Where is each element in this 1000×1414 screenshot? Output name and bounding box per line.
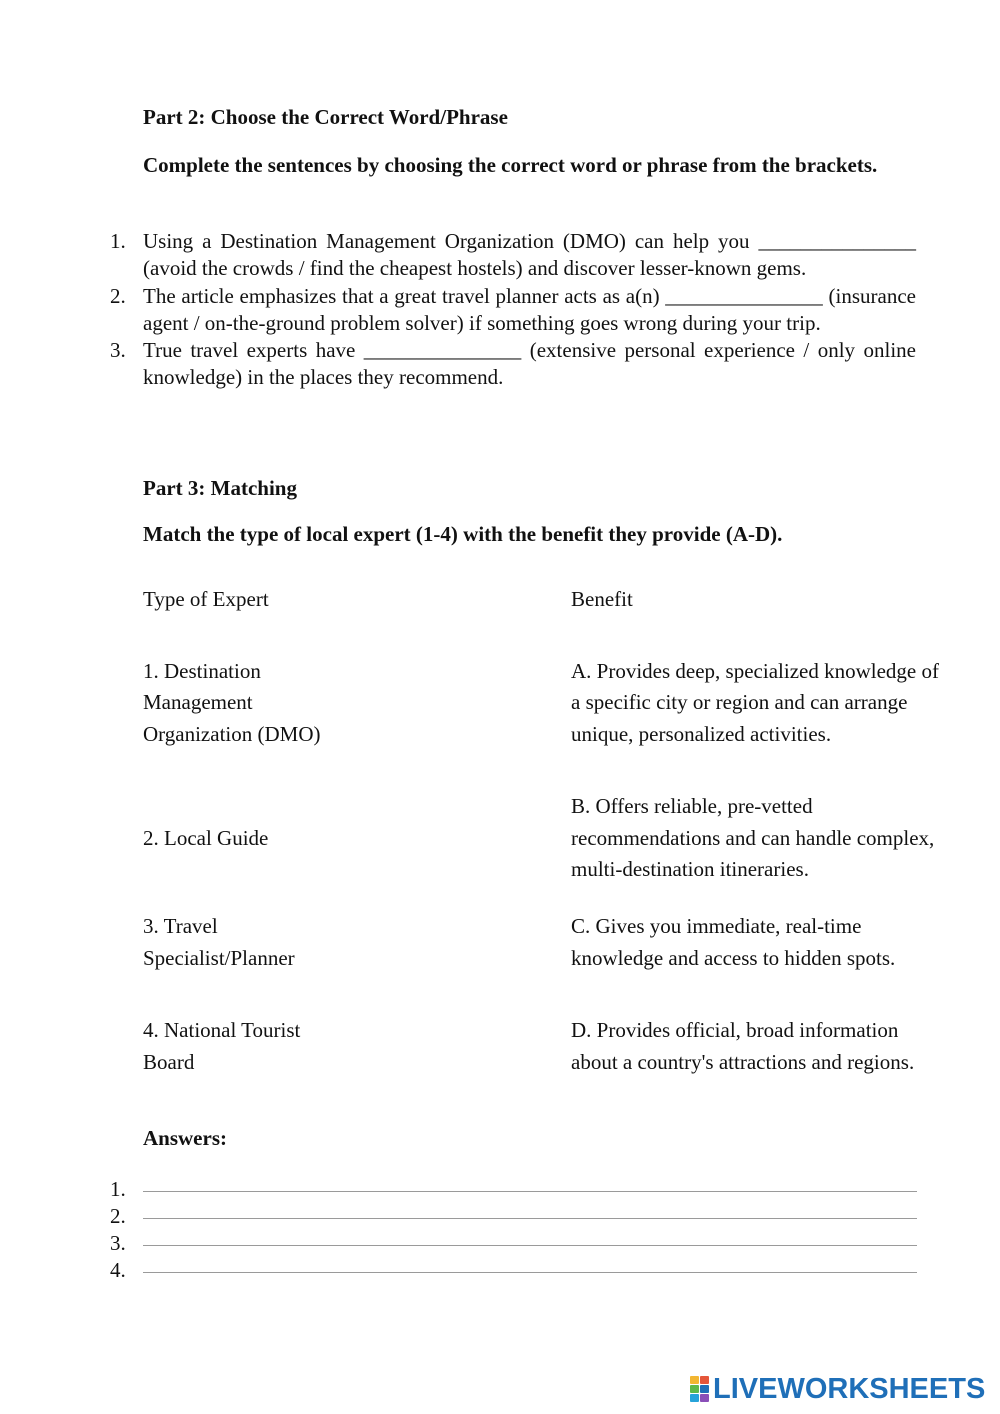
- liveworksheets-logo-text: LIVEWORKSHEETS: [713, 1373, 986, 1405]
- question-text: True travel experts have _______________ (extensive personal experience / only online knowledge) in the places they recommend.: [143, 338, 916, 390]
- benefit-cell: B. Offers reliable, pre-vetted recommendations and can handle complex, multi-destination itineraries.: [571, 794, 935, 882]
- answer-item: [0, 1203, 920, 1230]
- answer-number: 2.: [110, 1204, 126, 1228]
- answer-number: 3.: [110, 1231, 126, 1255]
- answer-line[interactable]: [143, 1272, 917, 1273]
- question-item: [0, 283, 916, 338]
- expert-cell: 1. Destination Management Organization (DMO): [143, 658, 321, 746]
- part3-title: Part 3: Matching: [143, 476, 297, 500]
- part2-instruction: Complete the sentences by choosing the correct word or phrase from the brackets.: [143, 153, 878, 177]
- answers-title: Answers:: [143, 1126, 227, 1150]
- question-item: [0, 228, 916, 283]
- header-benefit: Benefit: [571, 586, 633, 611]
- question-item: [0, 337, 916, 392]
- question-number: 2.: [110, 283, 126, 308]
- part3-instruction: Match the type of local expert (1-4) with the benefit they provide (A-D).: [143, 522, 783, 546]
- question-number: 1.: [110, 229, 126, 253]
- matching-row: [143, 640, 943, 766]
- answer-item: [0, 1257, 920, 1284]
- benefit-cell: D. Provides official, broad information about a country's attractions and regions.: [571, 1018, 915, 1074]
- expert-cell: 3. Travel Specialist/Planner: [143, 914, 295, 970]
- answer-item: [0, 1176, 920, 1203]
- question-number: 3.: [110, 338, 126, 363]
- liveworksheets-logo: [690, 1372, 985, 1406]
- question-text: Using a Destination Management Organization (DMO) can help you _______________ (avoid the crowds / find the cheapest hostels) and discover lesser-known gems.: [143, 229, 916, 281]
- answer-list: [0, 1176, 920, 1284]
- answer-line[interactable]: [143, 1191, 917, 1192]
- matching-table: [143, 584, 943, 1094]
- answer-line[interactable]: [143, 1218, 917, 1219]
- part2-title: Part 2: Choose the Correct Word/Phrase: [143, 105, 508, 129]
- part2-question-list: [0, 228, 916, 392]
- matching-row: [143, 911, 943, 974]
- answer-number: 4.: [110, 1258, 126, 1282]
- liveworksheets-logo-icon: [690, 1376, 710, 1402]
- expert-cell: 4. National Tourist Board: [143, 1018, 301, 1074]
- header-expert: Type of Expert: [143, 586, 269, 611]
- answer-number: 1.: [110, 1177, 126, 1201]
- matching-row: [143, 791, 943, 886]
- answer-line[interactable]: [143, 1245, 917, 1246]
- benefit-cell: C. Gives you immediate, real-time knowledge and access to hidden spots.: [571, 914, 896, 970]
- matching-header-row: [143, 584, 943, 615]
- benefit-cell: A. Provides deep, specialized knowledge of a specific city or region and can arrange unique, personalized activities.: [571, 658, 939, 746]
- expert-cell: 2. Local Guide: [143, 825, 269, 850]
- answer-item: [0, 1230, 920, 1257]
- question-text: The article emphasizes that a great travel planner acts as a(n) _______________ (insurance agent / on-the-ground problem solver) if something goes wrong during your trip.: [143, 283, 916, 335]
- matching-row: [143, 999, 943, 1094]
